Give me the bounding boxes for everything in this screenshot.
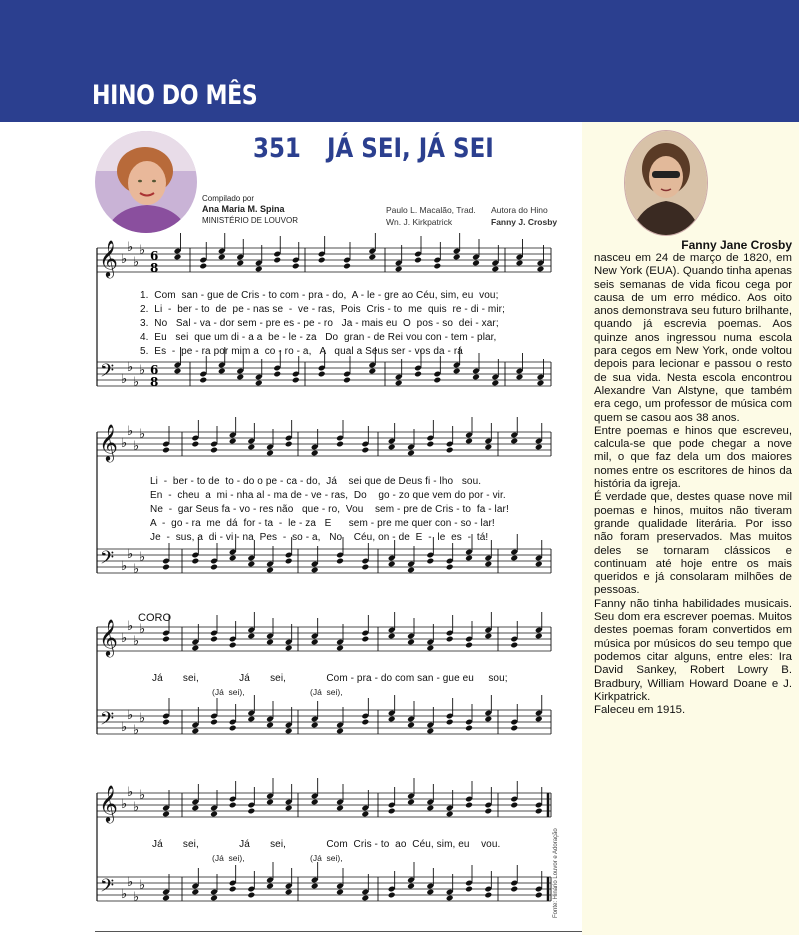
note-head [465, 802, 473, 809]
note-head [273, 257, 281, 264]
lyric-line: 4. Eu sei que um di - a a be - le - za Do gran - de Rei vou con - tem - plar, [140, 332, 497, 343]
flat-icon: ♭ [121, 372, 128, 387]
note-head [311, 722, 319, 729]
note-head [273, 371, 281, 378]
note-head [311, 883, 319, 890]
author-portrait [624, 130, 708, 236]
chorus-label: CORO [138, 612, 171, 624]
note-head [162, 636, 170, 643]
note-head [510, 886, 518, 893]
note-head [218, 368, 226, 375]
note-head [343, 377, 351, 384]
flat-icon: ♭ [121, 436, 128, 451]
flat-icon: ♭ [127, 708, 134, 723]
author-name: Fanny J. Crosby [491, 217, 558, 227]
flat-icon: ♭ [133, 800, 140, 815]
note-head [446, 564, 454, 571]
note-head [510, 555, 518, 562]
note-head [361, 719, 369, 726]
flat-icon: ♭ [121, 720, 128, 735]
note-head [535, 808, 543, 815]
note-head [368, 368, 376, 375]
note-head [453, 254, 461, 261]
note-head [472, 374, 480, 381]
note-head [484, 444, 492, 451]
flat-icon: ♭ [133, 890, 140, 905]
note-head [266, 722, 274, 729]
compiler-name: Ana Maria M. Spina [202, 204, 285, 214]
note-head [516, 374, 524, 381]
chorus-lyric-2: Já sei, Já sei, Com Cris - to ao Céu, sim, eu vou. [152, 839, 501, 850]
flat-icon: ♭ [133, 439, 140, 454]
note-head [516, 260, 524, 267]
chorus-echo: (Já sei), [310, 853, 343, 863]
note-head [285, 805, 293, 812]
note-head [465, 725, 473, 732]
note-head [311, 567, 319, 574]
bio-text [594, 252, 792, 717]
note-head [162, 895, 170, 902]
flat-icon: ♭ [127, 619, 134, 634]
note-head [336, 728, 344, 735]
note-head [535, 892, 543, 899]
translator: Paulo L. Macalão, Trad. [386, 205, 476, 215]
hymn-number: 351 [253, 133, 301, 164]
note-head [426, 558, 434, 565]
note-head [510, 802, 518, 809]
note-head [318, 257, 326, 264]
note-head [388, 716, 396, 723]
flat-icon: ♭ [139, 878, 146, 893]
bio-paragraph: Entre poemas e hinos que escreveu, calcula-se que pode chegar a nove mil, o que faz dela um dos maiores nomes entre os escritores de hinos da história da igreja. [594, 424, 792, 491]
note-head [236, 374, 244, 381]
note-head [292, 263, 300, 270]
bio-paragraph: nasceu em 24 de março de 1820, em New York (EUA). Quando tinha apenas seis semanas de vida ficou cega por causa de um erro médico. Aos oito anos demonstrava seu futuro brilhante, quando já escrevia poemas. Aos quinze anos ingressou numa escola para cegos em New York, onde voltou depois para lecionar e passou o resto de sua vida. Nesta escola encontrou Alexandre Van Alstyne, que também era cego, um professor de música com quem se casou aos 38 anos. [594, 252, 792, 424]
bio-paragraph: Faleceu em 1915. [594, 704, 686, 717]
note-head [266, 799, 274, 806]
treble-clef-icon: 𝄞 [99, 784, 118, 822]
flat-icon: ♭ [121, 631, 128, 646]
note-head [537, 266, 545, 273]
note-head [336, 889, 344, 896]
hymn-title: JÁ SEI, JÁ SEI [327, 133, 494, 164]
note-head [407, 450, 415, 457]
flat-icon: ♭ [127, 360, 134, 375]
note-head [191, 728, 199, 735]
note-head [407, 799, 415, 806]
note-head [414, 371, 422, 378]
note-head [361, 447, 369, 454]
note-head [388, 444, 396, 451]
bass-clef-icon: 𝄢 [100, 548, 115, 573]
flat-icon: ♭ [121, 252, 128, 267]
note-head [336, 558, 344, 565]
flat-icon: ♭ [139, 622, 146, 637]
lyric-line: Je - sus, a di - vi - na Pes - so - a, No Céu, on - de E - le es - tá! [150, 532, 489, 543]
note-head [191, 558, 199, 565]
note-head [395, 266, 403, 273]
flat-icon: ♭ [139, 711, 146, 726]
note-head [266, 450, 274, 457]
note-head [484, 633, 492, 640]
note-head [311, 639, 319, 646]
flat-icon: ♭ [133, 255, 140, 270]
note-head [210, 564, 218, 571]
note-head [361, 636, 369, 643]
note-head [199, 263, 207, 270]
note-head [465, 886, 473, 893]
lyric-line: A - go - ra me dá for - ta - le - za E sem - pre me quer con - so - lar! [150, 518, 495, 529]
flat-icon: ♭ [133, 723, 140, 738]
note-head [426, 805, 434, 812]
page-title: HINO DO MÊS [92, 80, 258, 111]
time-signature: 6 [150, 249, 159, 263]
treble-clef-icon: 𝄞 [99, 618, 118, 656]
note-head [361, 895, 369, 902]
note-head [407, 639, 415, 646]
lyric-line: 1. Com san - gue de Cris - to com - pra - do, A - le - gre ao Céu, sim, eu vou; [140, 290, 499, 301]
chorus-echo: (Já sei), [212, 687, 245, 697]
note-head [318, 371, 326, 378]
note-head [535, 444, 543, 451]
note-head [484, 561, 492, 568]
note-head [472, 260, 480, 267]
note-head [255, 266, 263, 273]
note-head [446, 719, 454, 726]
note-head [388, 561, 396, 568]
note-head [426, 645, 434, 652]
note-head [361, 811, 369, 818]
bass-clef-icon: 𝄢 [100, 876, 115, 901]
lyric-line: 2. Li - ber - to de pe - nas se - ve - ras, Pois Cris - to me quis re - di - mir; [140, 304, 505, 315]
flat-icon: ♭ [133, 634, 140, 649]
note-head [292, 377, 300, 384]
source-note: Fonte: Hinário Louvor e Adoração [553, 828, 559, 918]
flat-icon: ♭ [139, 427, 146, 442]
flat-icon: ♭ [127, 875, 134, 890]
note-head [247, 633, 255, 640]
note-head [336, 441, 344, 448]
note-head [191, 805, 199, 812]
note-head [388, 633, 396, 640]
note-head [388, 892, 396, 899]
note-head [311, 799, 319, 806]
note-head [426, 889, 434, 896]
note-head [407, 567, 415, 574]
note-head [285, 558, 293, 565]
note-head [266, 639, 274, 646]
flat-icon: ♭ [127, 785, 134, 800]
note-head [247, 444, 255, 451]
bio-paragraph: Fanny não tinha habilidades musicais. Seu dom era escrever poemas. Muitos destes poemas foram convertidos em música por músicos do seu tempo que podemos citar alguns, entre eles: Ira David Sankey, Robert Lowry B. Bradbury, William Howard Doane e J. Kirkpatrick. [594, 597, 792, 703]
time-signature: 6 [150, 363, 159, 377]
note-head [236, 260, 244, 267]
note-head [446, 811, 454, 818]
flat-icon: ♭ [127, 424, 134, 439]
note-head [199, 377, 207, 384]
author-portrait-image [625, 131, 707, 235]
note-head [510, 642, 518, 649]
note-head [229, 438, 237, 445]
note-head [336, 645, 344, 652]
note-head [414, 257, 422, 264]
note-head [247, 716, 255, 723]
note-head [465, 555, 473, 562]
composer: Wn. J. Kirkpatrick [386, 217, 453, 227]
note-head [433, 263, 441, 270]
note-head [229, 642, 237, 649]
note-head [247, 808, 255, 815]
note-head [491, 380, 499, 387]
note-head [465, 438, 473, 445]
flat-icon: ♭ [139, 243, 146, 258]
bass-clef-icon: 𝄢 [100, 361, 115, 386]
bio-name: Fanny Jane Crosby [681, 238, 792, 252]
note-head [484, 892, 492, 899]
bio-paragraph: É verdade que, destes quase nove mil poemas e hinos, muitos não tiveram grande qualidade literária. Por isso não foram preservados. Mas muitos deles se tornaram clássicos e continuam até hoje entre os mais queridos e já consolaram milhões de pessoas. [594, 491, 792, 597]
note-head [535, 561, 543, 568]
note-head [210, 811, 218, 818]
note-head [484, 716, 492, 723]
lyric-line: Li - ber - to de to - do o pe - ca - do, Já sei que de Deus fi - lho sou. [150, 476, 482, 487]
note-head [229, 555, 237, 562]
note-head [210, 719, 218, 726]
chorus-echo: (Já sei), [212, 853, 245, 863]
note-head [162, 447, 170, 454]
note-head [453, 368, 461, 375]
time-signature: 8 [150, 261, 159, 275]
note-head [311, 450, 319, 457]
note-head [510, 438, 518, 445]
note-head [266, 567, 274, 574]
flat-icon: ♭ [133, 375, 140, 390]
flat-icon: ♭ [127, 240, 134, 255]
note-head [255, 380, 263, 387]
flat-icon: ♭ [133, 562, 140, 577]
compiler-org: MINISTÉRIO DE LOUVOR [202, 216, 299, 225]
note-head [465, 642, 473, 649]
note-head [285, 645, 293, 652]
note-head [162, 811, 170, 818]
note-head [247, 892, 255, 899]
note-head [191, 441, 199, 448]
note-head [229, 725, 237, 732]
lyric-line: 5. Es - pe - ra por mim a co - ro - a, A qual a Seus ser - vos da - rá [140, 346, 463, 357]
note-head [491, 266, 499, 273]
flat-icon: ♭ [121, 797, 128, 812]
flat-icon: ♭ [139, 550, 146, 565]
note-head [484, 808, 492, 815]
note-head [388, 808, 396, 815]
note-head [407, 883, 415, 890]
note-head [426, 728, 434, 735]
chorus-echo: (Já sei), [310, 687, 343, 697]
flat-icon: ♭ [121, 559, 128, 574]
note-head [247, 561, 255, 568]
chorus-lyric-1: Já sei, Já sei, Com - pra - do com san - gue eu sou; [152, 673, 508, 684]
flat-icon: ♭ [139, 788, 146, 803]
note-head [407, 722, 415, 729]
note-head [162, 564, 170, 571]
note-head [191, 889, 199, 896]
note-head [191, 645, 199, 652]
time-signature: 8 [150, 375, 159, 389]
note-head [537, 380, 545, 387]
note-head [174, 254, 182, 261]
note-head [229, 802, 237, 809]
treble-clef-icon: 𝄞 [99, 423, 118, 461]
note-head [210, 447, 218, 454]
note-head [266, 883, 274, 890]
note-head [433, 377, 441, 384]
note-head [218, 254, 226, 261]
note-head [229, 886, 237, 893]
note-head [162, 719, 170, 726]
note-head [361, 564, 369, 571]
bass-clef-icon: 𝄢 [100, 709, 115, 734]
note-head [285, 728, 293, 735]
note-head [535, 716, 543, 723]
lyric-line: 3. No Sal - va - dor sem - pre es - pe - ro Ja - mais eu O pos - so dei - xar; [140, 318, 499, 329]
flat-icon: ♭ [121, 887, 128, 902]
note-head [535, 633, 543, 640]
note-head [336, 805, 344, 812]
note-head [174, 368, 182, 375]
treble-clef-icon: 𝄞 [99, 239, 118, 277]
author-label: Autora do Hino [491, 205, 548, 215]
note-head [446, 895, 454, 902]
note-head [285, 441, 293, 448]
note-head [510, 725, 518, 732]
note-head [285, 889, 293, 896]
lyric-line: Ne - gar Seus fa - vo - res não que - ro, Vou sem - pre de Cris - to fa - lar! [150, 504, 509, 515]
note-head [446, 636, 454, 643]
bottom-divider [95, 931, 582, 932]
note-head [426, 441, 434, 448]
note-head [343, 263, 351, 270]
note-head [210, 636, 218, 643]
note-head [446, 447, 454, 454]
lyric-line: En - cheu a mi - nha al - ma de - ve - ras, Do go - zo que vem do por - vir. [150, 490, 506, 501]
note-head [368, 254, 376, 261]
note-head [210, 895, 218, 902]
note-head [395, 380, 403, 387]
flat-icon: ♭ [127, 547, 134, 562]
compiled-by-label: Compilado por [202, 194, 255, 203]
flat-icon: ♭ [139, 363, 146, 378]
